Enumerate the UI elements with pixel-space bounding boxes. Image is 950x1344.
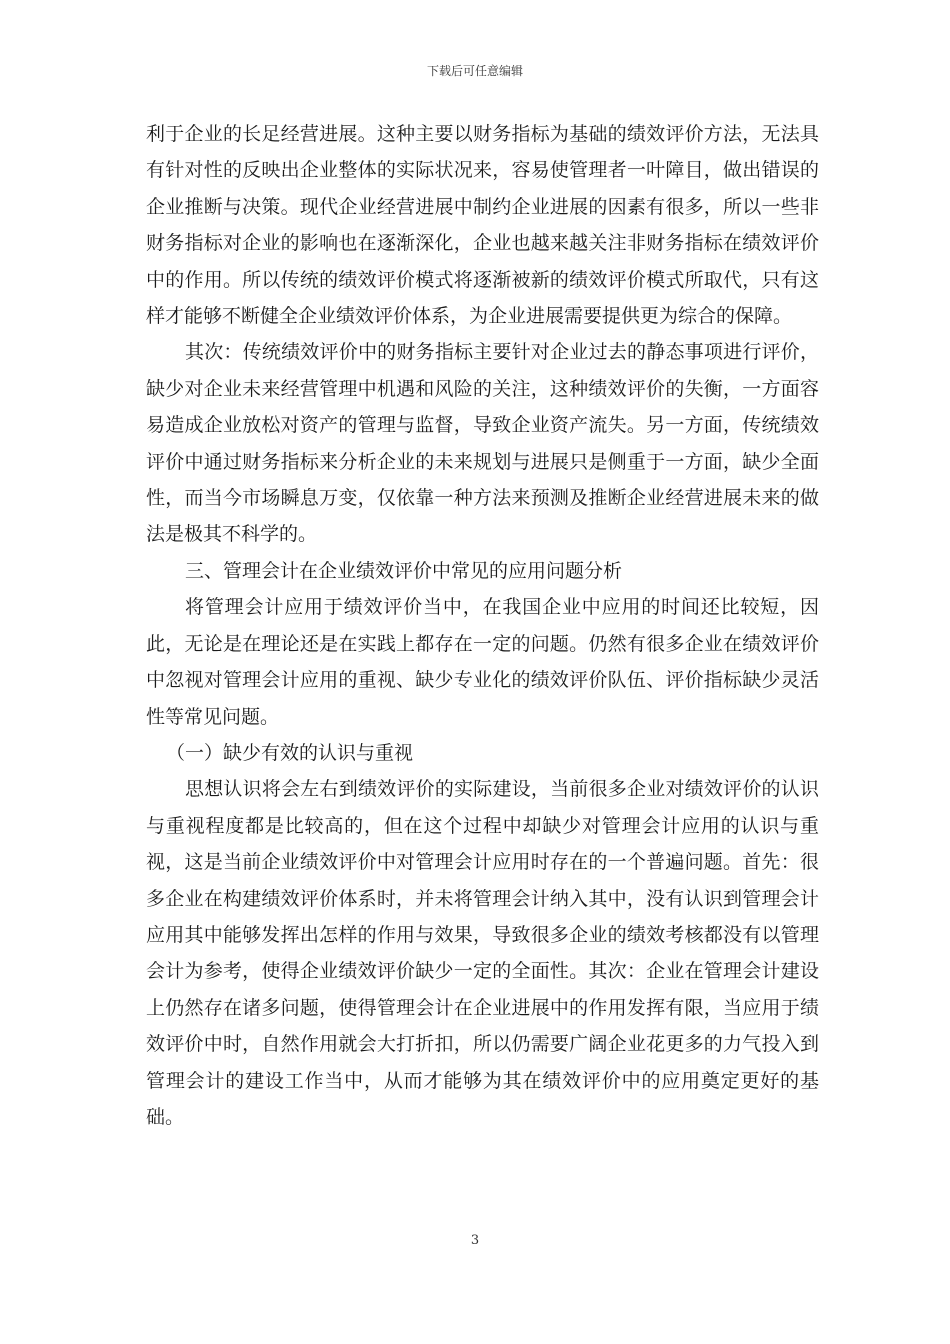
page-header: 下载后可任意编辑 bbox=[426, 64, 523, 78]
section-heading-three: 三、管理会计在企业绩效评价中常见的应用问题分析 bbox=[185, 559, 623, 582]
paragraph-second-point: 其次：传统绩效评价中的财务指标主要针对企业过去的静态事项进行评价，缺少对企业未来经营管理中机遇和风险的关注，这种绩效评价的失衡，一方面容易造成企业放松对资产的管理与监督，导致企业资产流失。另一方面，传统绩效评价中通过财务指标来分析企业的未来规划与进展只是侧重于一方面，缺少全面性，而当今市场瞬息万变，仅依靠一种方法来预测及推断企业经营进展未来的做法是极其不科学的。 bbox=[146, 341, 819, 546]
paragraph-continuation: 利于企业的长足经营进展。这种主要以财务指标为基础的绩效评价方法，无法具有针对性的反映出企业整体的实际状况来，容易使管理者一叶障目，做出错误的企业推断与决策。现代企业经营进展中制约企业进展的因素有很多，所以一些非财务指标对企业的影响也在逐渐深化，企业也越来越关注非财务指标在绩效评价中的作用。所以传统的绩效评价模式将逐渐被新的绩效评价模式所取代，只有这样才能够不断健全企业绩效评价体系，为企业进展需要提供更为综合的保障。 bbox=[146, 123, 819, 328]
subsection-heading-one: （一）缺少有效的认识与重视 bbox=[166, 741, 414, 764]
paragraph-section-intro: 将管理会计应用于绩效评价当中，在我国企业中应用的时间还比较短，因此，无论是在理论还是在实践上都存在一定的问题。仍然有很多企业在绩效评价中忽视对管理会计应用的重视、缺少专业化的绩效评价队伍、评价指标缺少灵活性等常见问题。 bbox=[146, 596, 819, 728]
paragraph-subsection-body: 思想认识将会左右到绩效评价的实际建设，当前很多企业对绩效评价的认识与重视程度都是比较高的，但在这个过程中却缺少对管理会计应用的认识与重视，这是当前企业绩效评价中对管理会计应用时存在的一个普遍问题。首先：很多企业在构建绩效评价体系时，并未将管理会计纳入其中，没有认识到管理会计应用其中能够发挥出怎样的作用与效果，导致很多企业的绩效考核都没有以管理会计为参考，使得企业绩效评价缺少一定的全面性。其次：企业在管理会计建设上仍然存在诸多问题，使得管理会计在企业进展中的作用发挥有限，当应用于绩效评价中时，自然作用就会大打折扣，所以仍需要广阔企业花更多的力气投入到管理会计的建设工作当中，从而才能够为其在绩效评价中的应用奠定更好的基础。 bbox=[146, 778, 819, 1128]
page-number: 3 bbox=[470, 1233, 480, 1248]
document-body bbox=[146, 116, 819, 1135]
